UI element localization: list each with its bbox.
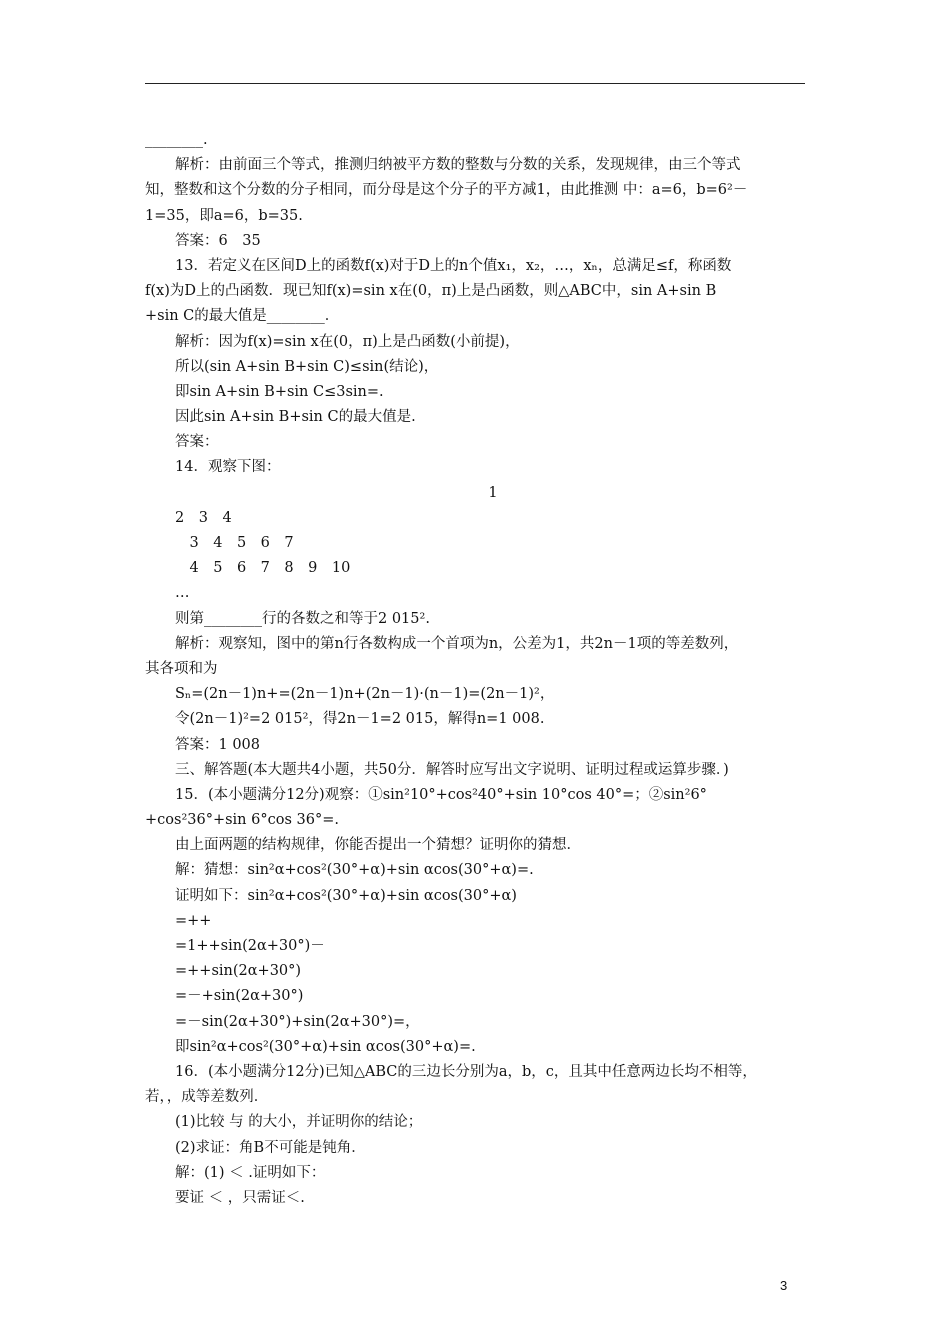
text-line: 则第________行的各数之和等于2 015².	[175, 610, 430, 627]
text-line: 即sin²α+cos²(30°+α)+sin αcos(30°+α)=.	[175, 1038, 476, 1055]
text-line: =－sin(2α+30°)+sin(2α+30°)=，	[175, 1013, 420, 1030]
text-line: 解析：观察知，图中的第n行各数构成一个首项为n，公差为1，共2n－1项的等差数列，	[175, 635, 739, 652]
text-line: 3 4 5 6 7	[175, 535, 294, 551]
document-body	[145, 128, 811, 1211]
text-line: =++	[175, 912, 212, 929]
header-rule	[145, 83, 805, 84]
text-line: 知，整数和这个分数的分子相同，而分母是这个分子的平方减1，由此推测 中：a=6，b=6²－	[145, 182, 748, 199]
text-line: 其各项和为	[145, 660, 218, 677]
text-line: 若，，成等差数列．	[145, 1089, 269, 1106]
page-number: 3	[780, 1278, 788, 1293]
text-line: 答案：	[175, 434, 219, 451]
text-line: 答案：1 008	[175, 736, 261, 753]
text-line: 要证 ＜ ，只需证＜.	[175, 1189, 305, 1206]
text-line: 4 5 6 7 8 9 10	[175, 560, 351, 577]
text-line: =++sin(2α+30°)	[175, 963, 302, 980]
text-line: 三、解答题(本大题共4小题，共50分．解答时应写出文字说明、证明过程或运算步骤．)	[175, 761, 729, 778]
text-line: …	[175, 585, 190, 602]
text-line: =－+sin(2α+30°)	[175, 988, 304, 1005]
text-line: +sin C的最大值是________．	[145, 308, 340, 325]
text-line: 13．若定义在区间D上的函数f(x)对于D上的n个值x₁，x₂，…，xₙ，总满足≤f，称函数	[175, 257, 732, 274]
text-line: +cos²36°+sin 6°cos 36°=.	[145, 812, 339, 829]
text-line: ________.	[145, 132, 208, 148]
text-line: 解：(1) ＜ .证明如下：	[175, 1164, 326, 1181]
text-line: 2 3 4	[175, 509, 232, 526]
text-line: 15．(本小题满分12分)观察：①sin²10°+cos²40°+sin 10°cos 40°=；②sin²6°	[175, 786, 707, 803]
text-line: 即sin A+sin B+sin C≤3sin=.	[175, 383, 384, 400]
text-line: =1++sin(2α+30°)－	[175, 938, 325, 954]
text-line: 因此sin A+sin B+sin C的最大值是.	[175, 409, 416, 426]
text-line: 所以(sin A+sin B+sin C)≤sin(结论)，	[175, 358, 439, 375]
text-line: 1=35，即a=6，b=35.	[145, 207, 303, 224]
text-line: 证明如下：sin²α+cos²(30°+α)+sin αcos(30°+α)	[175, 887, 517, 904]
text-line: 由上面两题的结构规律，你能否提出一个猜想？证明你的猜想．	[175, 837, 581, 854]
text-line: 14．观察下图：	[175, 459, 281, 476]
text-line: 16．(本小题满分12分)已知△ABC的三边长分别为a，b，c，且其中任意两边长均不相等，	[175, 1063, 757, 1080]
text-line: 解析：由前面三个等式，推测归纳被平方数的整数与分数的关系，发现规律，由三个等式	[175, 157, 741, 174]
text-line: Sₙ=(2n－1)n+=(2n－1)n+(2n－1)·(n－1)=(2n－1)²，	[175, 686, 555, 703]
text-line: 令(2n－1)²=2 015²，得2n－1=2 015，解得n=1 008.	[175, 711, 545, 728]
text-line: 答案：6 35	[175, 232, 261, 249]
text-line: f(x)为D上的凸函数．现已知f(x)=sin x在(0，π)上是凸函数，则△ABC中，sin A+sin B	[145, 283, 717, 300]
text-line: (2)求证：角B不可能是钝角．	[175, 1139, 366, 1156]
text-line: 1	[488, 484, 498, 501]
text-line: (1)比较 与 的大小，并证明你的结论；	[175, 1114, 423, 1131]
text-line: 解析：因为f(x)=sin x在(0，π)上是凸函数(小前提)，	[175, 333, 520, 350]
text-line: 解：猜想：sin²α+cos²(30°+α)+sin αcos(30°+α)=.	[175, 862, 534, 879]
